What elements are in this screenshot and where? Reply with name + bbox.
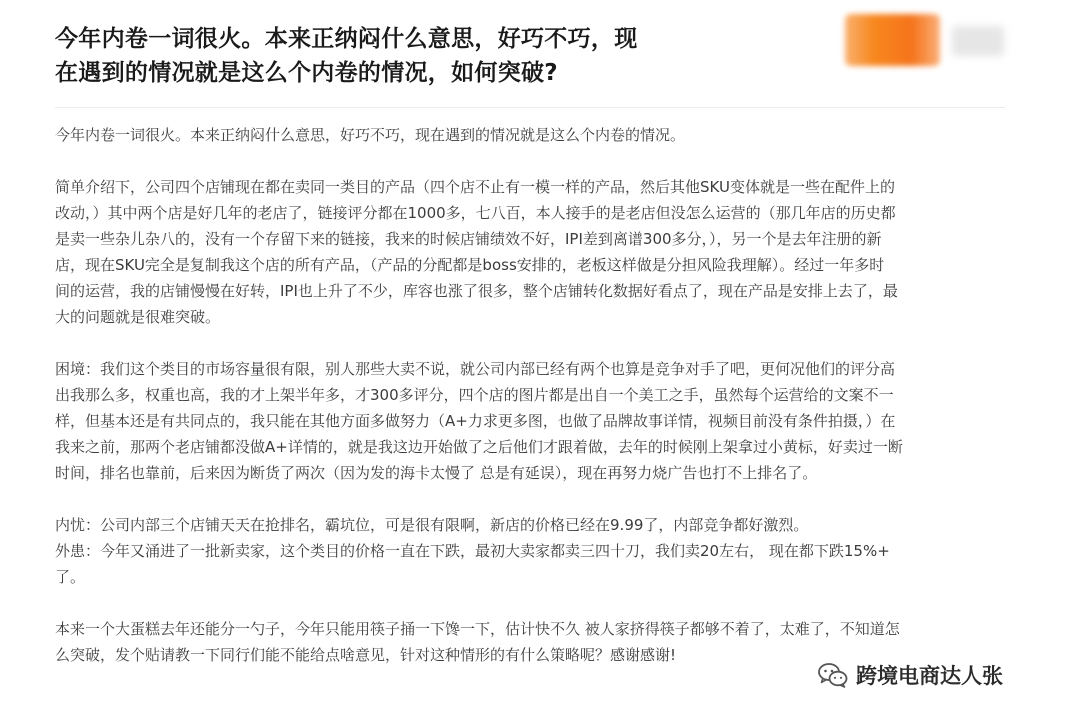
paragraph-line: 么突破，发个贴请教一下同行们能不能给点啥意见，针对这种情形的有什么策略呢？感谢感谢! — [55, 646, 677, 664]
watermark — [818, 658, 1003, 692]
paragraph-line: 我来之前，那两个老店铺都没做A+详情的，就是我这边开始做了之后他们才跟着做，去年的时候刚上架拿过小黄标，好卖过一断 — [55, 438, 903, 456]
author-name[interactable] — [952, 26, 1004, 56]
paragraph — [55, 122, 1005, 148]
paragraph-line: 简单介绍下，公司四个店铺现在都在卖同一类目的产品（四个店不止有一模一样的产品，然后其他SKU变体就是一些在配件上的 — [55, 178, 895, 196]
paragraph-line: 时间，排名也靠前，后来因为断货了两次（因为发的海卡太慢了 总是有延误），现在再努力烧广告也打不上排名了。 — [55, 464, 818, 482]
paragraph-line: 本来一个大蛋糕去年还能分一勺子，今年只能用筷子捅一下馋一下，估计快不久 被人家挤得筷子都够不着了，太难了，不知道怎 — [55, 620, 900, 638]
paragraph-line: 样，但基本还是有共同点的，我只能在其他方面多做努力（A+力求更多图，也做了品牌故事详情，视频目前没有条件拍摄，）在 — [55, 412, 896, 430]
post-title — [55, 22, 695, 90]
paragraph-line: 是卖一些杂儿杂八的，没有一个存留下来的链接，我来的时候店铺绩效不好，IPI差到离谱300多分，），另一个是去年注册的新 — [55, 230, 882, 248]
post-title-line: 今年内卷一词很火。本来正纳闷什么意思，好巧不巧，现 — [55, 26, 638, 52]
paragraph-line: 店，现在SKU完全是复制我这个店的所有产品，（产品的分配都是boss安排的，老板这样做是分担风险我理解）。经过一年多时 — [55, 256, 885, 274]
paragraph-line: 出我那么多，权重也高，我的才上架半年多，才300多评分，四个店的图片都是出自一个美工之手，虽然每个运营给的文案不一 — [55, 386, 894, 404]
paragraph-line: 改动，）其中两个店是好几年的老店了，链接评分都在1000多，七八百，本人接手的是老店但没怎么运营的（那几年店的历史都 — [55, 204, 896, 222]
author-avatar[interactable] — [845, 14, 940, 66]
paragraph — [55, 538, 1005, 590]
paragraph-line: 了。 — [55, 568, 86, 586]
divider — [55, 107, 1005, 108]
wechat-icon — [818, 662, 848, 688]
paragraph — [55, 174, 1005, 330]
paragraph — [55, 512, 1005, 538]
paragraph-line: 困境：我们这个类目的市场容量很有限，别人那些大卖不说，就公司内部已经有两个也算是竞争对手了吧，更何况他们的评分高 — [55, 360, 896, 378]
paragraph-line: 内忧：公司内部三个店铺天天在抢排名，霸坑位，可是很有限啊，新店的价格已经在9.99了，内部竞争都好激烈。 — [55, 516, 809, 534]
post-body — [55, 122, 1005, 694]
post-title-line: 在遇到的情况就是这么个内卷的情况，如何突破? — [55, 60, 558, 86]
paragraph — [55, 356, 1005, 486]
paragraph-line: 间的运营，我的店铺慢慢在好转，IPI也上升了不少，库容也涨了很多，整个店铺转化数据好看点了，现在产品是安排上去了，最 — [55, 282, 898, 300]
paragraph-line: 外患：今年又涌进了一批新卖家，这个类目的价格一直在下跌，最初大卖家都卖三四十刀，我们卖20左右， 现在都下跌15%+ — [55, 542, 890, 560]
watermark-text: 跨境电商达人张 — [856, 664, 1003, 688]
paragraph-line: 今年内卷一词很火。本来正纳闷什么意思，好巧不巧，现在遇到的情况就是这么个内卷的情况。 — [55, 126, 686, 144]
paragraph-line: 大的问题就是很难突破。 — [55, 308, 221, 326]
